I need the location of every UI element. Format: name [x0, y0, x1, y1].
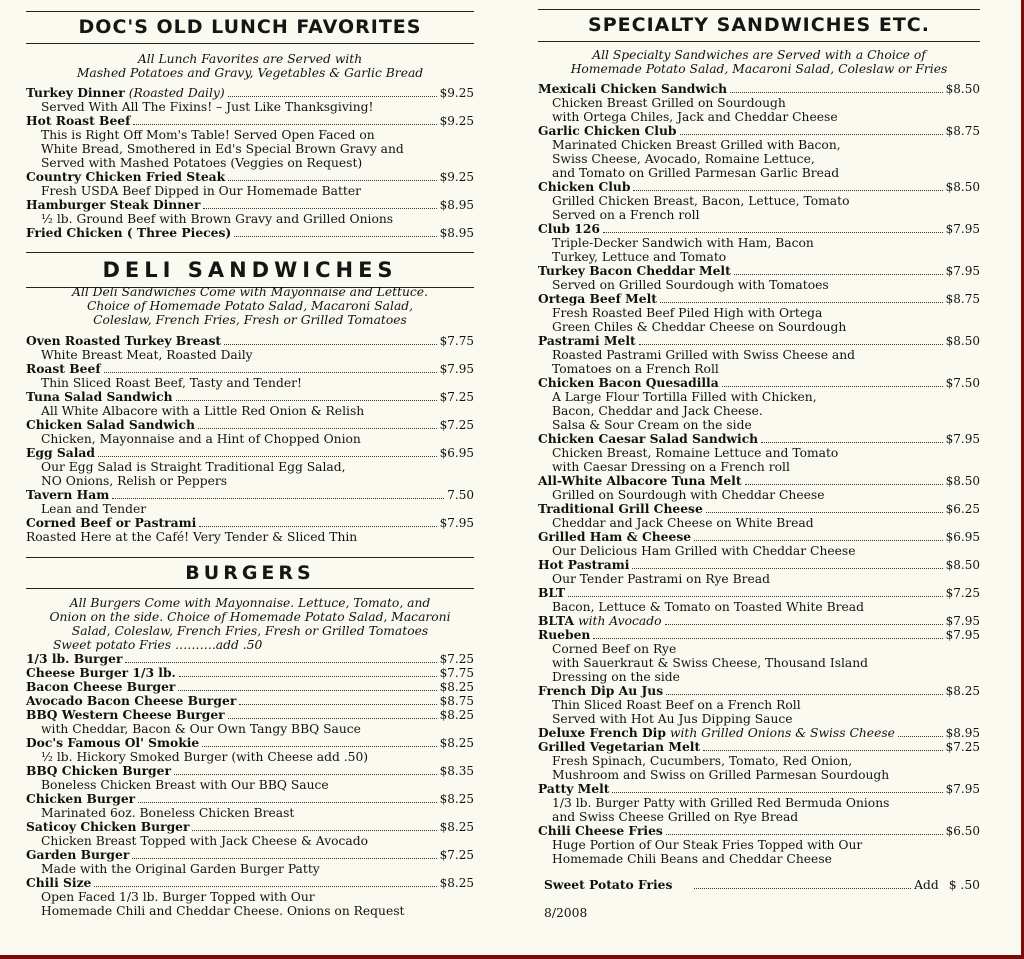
item-price: $7.25 — [439, 652, 474, 666]
menu-item-deluxe-french-dip — [538, 726, 980, 740]
item-description: Corned Beef on Rye — [552, 642, 677, 656]
leader-dots — [234, 236, 436, 237]
item-description: Bacon, Lettuce & Tomato on Toasted White Bread — [552, 600, 865, 614]
item-description: Served with Hot Au Jus Dipping Sauce — [552, 712, 793, 726]
item-price: $8.95 — [439, 226, 474, 240]
menu-item-1-3-lb-burger — [26, 652, 474, 666]
deli-sandwiches-heading: DELI SANDWICHES — [26, 252, 474, 288]
item-name: All-White Albacore Tuna Melt — [538, 473, 742, 488]
item-description: Roasted Pastrami Grilled with Swiss Cheese and — [552, 348, 856, 362]
deli-footnote: Roasted Here at the Café! Very Tender & Sliced Thin — [26, 530, 358, 544]
item-description: Cheddar and Jack Cheese on White Bread — [552, 516, 814, 530]
menu-item-garlic-chicken-club — [538, 124, 980, 138]
item-price: $8.25 — [439, 736, 474, 750]
menu-item-oven-roasted-turkey-breast — [26, 334, 474, 348]
item-description: 1/3 lb. Burger Patty with Grilled Red Bermuda Onions — [552, 796, 890, 810]
item-price: $9.25 — [439, 170, 474, 184]
leader-dots — [94, 886, 436, 887]
leader-dots — [706, 512, 943, 513]
menu-item-pastrami-melt — [538, 334, 980, 348]
leader-dots — [239, 704, 436, 705]
item-name: Saticoy Chicken Burger — [26, 819, 190, 834]
menu-item-chicken-bacon-quesadilla — [538, 376, 980, 390]
menu-item-egg-salad — [26, 446, 474, 460]
menu-item-club-126 — [538, 222, 980, 236]
leader-dots — [203, 208, 436, 209]
item-description: Green Chiles & Cheddar Cheese on Sourdough — [552, 320, 847, 334]
item-note: with Grilled Onions & Swiss Cheese — [669, 726, 895, 740]
item-price: $8.95 — [945, 726, 980, 740]
menu-item-corned-beef-or-pastrami — [26, 516, 474, 530]
item-name: Bacon Cheese Burger — [26, 679, 176, 694]
item-price: $6.95 — [439, 446, 474, 460]
item-name: BBQ Chicken Burger — [26, 763, 171, 778]
menu-item-chicken-burger — [26, 792, 474, 806]
leader-dots — [633, 190, 942, 191]
item-price: $8.35 — [439, 764, 474, 778]
menu-item-country-chicken-fried-steak — [26, 170, 474, 184]
menu-item-hot-roast-beef — [26, 114, 474, 128]
item-description: and Swiss Cheese Grilled on Rye Bread — [552, 810, 799, 824]
menu-item-doc-s-famous-ol-smokie — [26, 736, 474, 750]
leader-dots — [199, 526, 436, 527]
sweet-potato-fries-line — [544, 877, 980, 892]
item-price: $8.25 — [439, 708, 474, 722]
item-price: $8.95 — [439, 198, 474, 212]
menu-item-avocado-bacon-cheese-burger — [26, 694, 474, 708]
lunch-favorites-heading: DOC'S OLD LUNCH FAVORITES — [26, 11, 474, 44]
item-description: Fresh Roasted Beef Piled High with Ortega — [552, 306, 823, 320]
item-name: Chicken Club — [538, 179, 631, 194]
menu-item-rueben — [538, 628, 980, 642]
item-name: Roast Beef — [26, 361, 101, 376]
leader-dots — [568, 596, 942, 597]
item-price: $8.50 — [945, 334, 980, 348]
item-description: Marinated 6oz. Boneless Chicken Breast — [41, 806, 295, 820]
item-description: Served on Grilled Sourdough with Tomatoes — [552, 278, 829, 292]
leader-dots — [761, 442, 943, 443]
item-name: Chili Size — [26, 875, 92, 890]
burgers-items — [26, 652, 474, 918]
item-description: Chicken Breast, Romaine Lettuce and Tomato — [552, 446, 839, 460]
leader-dots — [202, 746, 436, 747]
leader-dots — [612, 792, 942, 793]
item-description: Served with Mashed Potatoes (Veggies on Request) — [41, 156, 363, 170]
specialty-intro: All Specialty Sandwiches are Served with a Choice of Homemade Potato Salad, Macaroni Salad, Coleslaw or Fries — [570, 48, 948, 76]
item-description: Our Egg Salad is Straight Traditional Egg Salad, — [41, 460, 346, 474]
item-price: $7.95 — [945, 264, 980, 278]
item-name: Hamburger Steak Dinner — [26, 197, 201, 212]
leader-dots — [639, 344, 943, 345]
item-description: Thin Sliced Roast Beef on a French Roll — [552, 698, 801, 712]
item-name: Hot Pastrami — [538, 557, 630, 572]
item-description: Grilled on Sourdough with Cheddar Cheese — [552, 488, 825, 502]
leader-dots — [666, 834, 943, 835]
leader-dots — [98, 456, 437, 457]
item-price: $8.50 — [945, 558, 980, 572]
item-price: $7.25 — [945, 586, 980, 600]
item-description: with Ortega Chiles, Jack and Cheddar Cheese — [552, 110, 838, 124]
item-description: Huge Portion of Our Steak Fries Topped with Our — [552, 838, 863, 852]
menu-item-turkey-dinner — [26, 86, 474, 100]
item-price: 7.50 — [447, 488, 474, 502]
item-description: Served on a French roll — [552, 208, 700, 222]
menu-item-french-dip-au-jus — [538, 684, 980, 698]
burgers-intro: All Burgers Come with Mayonnaise. Lettuce, Tomato, and Onion on the side. Choice of Homemade Potato Salad, Macaroni Salad, Coleslaw, French Fries, Fresh or Grilled Tomatoes Sweet potato Fries ……….add .50 — [49, 596, 451, 652]
item-name: Chicken Burger — [26, 791, 136, 806]
item-price: $8.50 — [945, 474, 980, 488]
lunch-intro: All Lunch Favorites are Served with Mashed Potatoes and Gravy, Vegetables & Garlic Bread — [76, 52, 424, 80]
leader-dots — [898, 736, 943, 737]
menu-date: 8/2008 — [544, 906, 588, 920]
item-description: Fresh USDA Beef Dipped in Our Homemade Batter — [41, 184, 361, 198]
leader-dots — [174, 774, 437, 775]
leader-dots — [125, 662, 436, 663]
item-description: Homemade Chili Beans and Cheddar Cheese — [552, 852, 832, 866]
item-price: $7.95 — [945, 614, 980, 628]
item-name: Pastrami Melt — [538, 333, 636, 348]
item-note: (Roasted Daily) — [128, 86, 225, 100]
item-description: White Breast Meat, Roasted Daily — [41, 348, 253, 362]
item-name: Tuna Salad Sandwich — [26, 389, 173, 404]
item-description: Turkey, Lettuce and Tomato — [552, 250, 727, 264]
item-price: $7.95 — [945, 628, 980, 642]
leader-dots — [228, 718, 437, 719]
item-description: This is Right Off Mom's Table! Served Open Faced on — [41, 128, 375, 142]
item-note: with Avocado — [578, 614, 662, 628]
item-name: Doc's Famous Ol' Smokie — [26, 735, 200, 750]
item-name: Country Chicken Fried Steak — [26, 169, 226, 184]
menu-item-chicken-club — [538, 180, 980, 194]
leader-dots — [722, 386, 943, 387]
item-price: $7.95 — [945, 432, 980, 446]
item-name: Garden Burger — [26, 847, 130, 862]
item-price: $6.95 — [945, 530, 980, 544]
menu-item-saticoy-chicken-burger — [26, 820, 474, 834]
leader-dots — [730, 92, 943, 93]
item-price: $7.25 — [945, 740, 980, 754]
item-price: $8.75 — [945, 292, 980, 306]
item-description: Our Delicious Ham Grilled with Cheddar Cheese — [552, 544, 856, 558]
leader-dots — [112, 498, 444, 499]
sweet-potato-fries-name: Sweet Potato Fries — [544, 877, 673, 892]
leader-dots — [593, 638, 942, 639]
item-price: $7.75 — [439, 334, 474, 348]
item-name: Mexicali Chicken Sandwich — [538, 81, 728, 96]
item-name: Egg Salad — [26, 445, 95, 460]
item-name: Deluxe French Dip — [538, 725, 666, 740]
item-description: Our Tender Pastrami on Rye Bread — [552, 572, 770, 586]
item-price: $7.25 — [439, 848, 474, 862]
leader-dots — [132, 858, 436, 859]
item-name: Avocado Bacon Cheese Burger — [26, 693, 237, 708]
item-description: ½ lb. Hickory Smoked Burger (with Cheese add .50) — [41, 750, 369, 764]
item-description: ½ lb. Ground Beef with Brown Gravy and Grilled Onions — [41, 212, 394, 226]
leader-dots — [694, 540, 943, 541]
leader-dots — [228, 96, 437, 97]
sweet-potato-fries-add: Add — [914, 878, 939, 892]
leader-dots — [680, 134, 943, 135]
menu-item-grilled-vegetarian-melt — [538, 740, 980, 754]
item-price: $8.75 — [439, 694, 474, 708]
item-description: Chicken Breast Grilled on Sourdough — [552, 96, 786, 110]
specialty-sandwiches-heading: SPECIALTY SANDWICHES ETC. — [538, 9, 980, 42]
item-name: Club 126 — [538, 221, 600, 236]
deli-items — [26, 334, 474, 544]
item-description: Salsa & Sour Cream on the side — [552, 418, 752, 432]
menu-item-chicken-caesar-salad-sandwich — [538, 432, 980, 446]
item-name: Chili Cheese Fries — [538, 823, 663, 838]
item-name: Corned Beef or Pastrami — [26, 515, 197, 530]
item-name: Chicken Caesar Salad Sandwich — [538, 431, 759, 446]
item-price: $8.50 — [945, 180, 980, 194]
item-name: Garlic Chicken Club — [538, 123, 677, 138]
menu-item-grilled-ham-cheese — [538, 530, 980, 544]
item-price: $7.25 — [439, 418, 474, 432]
burgers-heading: BURGERS — [26, 557, 474, 589]
item-name: 1/3 lb. Burger — [26, 651, 123, 666]
lunch-items — [26, 86, 474, 240]
item-description: Homemade Chili and Cheddar Cheese. Onions on Request — [41, 904, 405, 918]
item-name: Cheese Burger 1/3 lb. — [26, 665, 176, 680]
item-description: Thin Sliced Roast Beef, Tasty and Tender! — [41, 376, 302, 390]
menu-item-all-white-albacore-tuna-melt — [538, 474, 980, 488]
item-price: $7.75 — [439, 666, 474, 680]
item-price: $6.50 — [945, 824, 980, 838]
item-description: with Caesar Dressing on a French roll — [552, 460, 790, 474]
leader-dots — [104, 372, 437, 373]
menu-item-patty-melt — [538, 782, 980, 796]
item-description: Tomatoes on a French Roll — [552, 362, 719, 376]
menu-item-chili-size — [26, 876, 474, 890]
menu-item-ortega-beef-melt — [538, 292, 980, 306]
item-description: Made with the Original Garden Burger Patty — [41, 862, 320, 876]
item-name: Chicken Bacon Quesadilla — [538, 375, 719, 390]
menu-item-blta — [538, 614, 980, 628]
item-description: White Bread, Smothered in Ed's Special Brown Gravy and — [41, 142, 404, 156]
leader-dots — [138, 802, 436, 803]
item-price: $8.25 — [945, 684, 980, 698]
item-name: Tavern Ham — [26, 487, 110, 502]
item-description: Chicken, Mayonnaise and a Hint of Chopped Onion — [41, 432, 361, 446]
leader-dots — [176, 400, 437, 401]
item-description: Bacon, Cheddar and Jack Cheese. — [552, 404, 763, 418]
item-price: $7.25 — [439, 390, 474, 404]
leader-dots — [603, 232, 943, 233]
menu-item-chicken-salad-sandwich — [26, 418, 474, 432]
item-description: Triple-Decker Sandwich with Ham, Bacon — [552, 236, 814, 250]
leader-dots — [745, 484, 943, 485]
leader-dots — [660, 302, 943, 303]
item-name: BLTA — [538, 613, 575, 628]
item-name: Grilled Ham & Cheese — [538, 529, 692, 544]
leader-dots — [632, 568, 942, 569]
item-name: Ortega Beef Melt — [538, 291, 657, 306]
leader-dots — [665, 624, 943, 625]
item-price: $7.95 — [945, 782, 980, 796]
item-name: Hot Roast Beef — [26, 113, 131, 128]
menu-item-fried-chicken-three-pieces — [26, 226, 474, 240]
item-description: Mushroom and Swiss on Grilled Parmesan Sourdough — [552, 768, 890, 782]
menu-item-turkey-bacon-cheddar-melt — [538, 264, 980, 278]
item-description: and Tomato on Grilled Parmesan Garlic Bread — [552, 166, 840, 180]
item-price: $8.25 — [439, 876, 474, 890]
item-description: Grilled Chicken Breast, Bacon, Lettuce, Tomato — [552, 194, 850, 208]
leader-dots — [734, 274, 943, 275]
leader-dots — [224, 344, 437, 345]
leader-dots — [228, 180, 436, 181]
item-name: BLT — [538, 585, 566, 600]
item-name: Turkey Bacon Cheddar Melt — [538, 263, 731, 278]
item-description: Served With All The Fixins! – Just Like Thanksgiving! — [41, 100, 374, 114]
item-price: $7.95 — [439, 362, 474, 376]
item-name: Rueben — [538, 627, 591, 642]
item-name: BBQ Western Cheese Burger — [26, 707, 225, 722]
item-description: A Large Flour Tortilla Filled with Chicken, — [552, 390, 817, 404]
menu-item-bbq-western-cheese-burger — [26, 708, 474, 722]
item-description: All White Albacore with a Little Red Onion & Relish — [41, 404, 365, 418]
specialty-items — [538, 82, 980, 866]
menu-item-tuna-salad-sandwich — [26, 390, 474, 404]
leader-dots — [703, 750, 943, 751]
item-name: Traditional Grill Cheese — [538, 501, 703, 516]
menu-item-traditional-grill-cheese — [538, 502, 980, 516]
item-description: Boneless Chicken Breast with Our BBQ Sauce — [41, 778, 329, 792]
item-name: French Dip Au Jus — [538, 683, 664, 698]
leader-dots — [133, 124, 436, 125]
sweet-potato-fries-price: $ .50 — [948, 878, 980, 892]
leader-dots — [179, 676, 437, 677]
item-description: Marinated Chicken Breast Grilled with Bacon, — [552, 138, 841, 152]
item-price: $7.95 — [945, 222, 980, 236]
item-price: $7.50 — [945, 376, 980, 390]
leader-dots — [666, 694, 943, 695]
item-price: $8.25 — [439, 680, 474, 694]
item-price: $6.25 — [945, 502, 980, 516]
leader-dots — [178, 690, 436, 691]
menu-item-bacon-cheese-burger — [26, 680, 474, 694]
item-description: Fresh Spinach, Cucumbers, Tomato, Red Onion, — [552, 754, 853, 768]
item-description: Dressing on the side — [552, 670, 680, 684]
menu-item-chili-cheese-fries — [538, 824, 980, 838]
item-description: Swiss Cheese, Avocado, Romaine Lettuce, — [552, 152, 815, 166]
item-price: $9.25 — [439, 86, 474, 100]
menu-item-roast-beef — [26, 362, 474, 376]
item-name: Patty Melt — [538, 781, 610, 796]
leader-dots — [192, 830, 436, 831]
menu-item-mexicali-chicken-sandwich — [538, 82, 980, 96]
menu-item-garden-burger — [26, 848, 474, 862]
item-price: $7.95 — [439, 516, 474, 530]
item-price: $8.75 — [945, 124, 980, 138]
item-name: Chicken Salad Sandwich — [26, 417, 195, 432]
menu-item-tavern-ham — [26, 488, 474, 502]
item-description: NO Onions, Relish or Peppers — [41, 474, 228, 488]
item-price: $8.50 — [945, 82, 980, 96]
item-description: Open Faced 1/3 lb. Burger Topped with Our — [41, 890, 315, 904]
menu-item-hot-pastrami — [538, 558, 980, 572]
item-name: Grilled Vegetarian Melt — [538, 739, 701, 754]
item-price: $8.25 — [439, 792, 474, 806]
menu-item-cheese-burger-1-3-lb — [26, 666, 474, 680]
item-name: Oven Roasted Turkey Breast — [26, 333, 222, 348]
item-description: with Cheddar, Bacon & Our Own Tangy BBQ Sauce — [41, 722, 361, 736]
menu-item-hamburger-steak-dinner — [26, 198, 474, 212]
item-description: with Sauerkraut & Swiss Cheese, Thousand Island — [552, 656, 869, 670]
item-name: Turkey Dinner — [26, 85, 125, 100]
leader-dots — [198, 428, 437, 429]
menu-item-bbq-chicken-burger — [26, 764, 474, 778]
item-description: Lean and Tender — [41, 502, 147, 516]
menu-item-blt — [538, 586, 980, 600]
deli-intro: All Deli Sandwiches Come with Mayonnaise and Lettuce. Choice of Homemade Potato Salad, Macaroni Salad, Coleslaw, French Fries, Fresh or Grilled Tomatoes — [72, 285, 428, 327]
item-price: $9.25 — [439, 114, 474, 128]
item-price: $8.25 — [439, 820, 474, 834]
item-name: Fried Chicken ( Three Pieces) — [26, 225, 232, 240]
item-description: Chicken Breast Topped with Jack Cheese & Avocado — [41, 834, 369, 848]
